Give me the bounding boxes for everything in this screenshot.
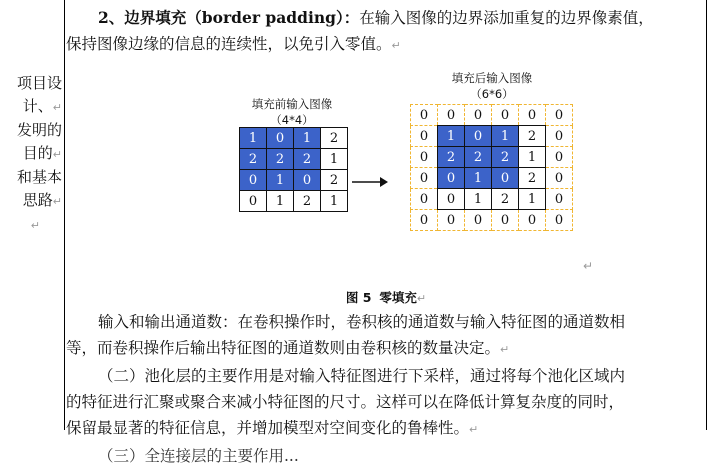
grid-cell: 1	[465, 189, 492, 210]
grid-cell: 2	[294, 149, 321, 170]
grid-cell: 0	[411, 105, 438, 126]
grid-cell: 2	[321, 170, 348, 191]
grid-cell: 2	[519, 126, 546, 147]
grid-cell: 0	[438, 168, 465, 189]
section-paragraph	[66, 5, 706, 59]
right-table-border	[706, 0, 707, 430]
grid-cell: 2	[492, 189, 519, 210]
para-line-cut: （三）全连接层的主要作用...	[98, 447, 299, 465]
left-label-line: 目的	[22, 143, 53, 162]
grid-cell: 0	[438, 210, 465, 231]
left-table-border	[64, 0, 65, 430]
grid-cell: 0	[546, 105, 573, 126]
grid-cell: 0	[240, 170, 267, 191]
arrow-right-icon	[352, 176, 388, 188]
para-line: 保留最显著的特征信息，并增加模型对空间变化的鲁棒性。	[66, 419, 470, 437]
left-label-line: 计、	[22, 96, 53, 115]
grid-cell: 0	[546, 189, 573, 210]
grid-cell: 0	[465, 210, 492, 231]
grid-cell: 0	[519, 210, 546, 231]
grid-cell: 1	[267, 170, 294, 191]
para-line: （二）池化层的主要作用是对输入特征图进行下采样，通过将每个池化区域内	[98, 367, 626, 385]
grid-cell: 2	[267, 149, 294, 170]
left-label-line: 思路	[22, 190, 53, 209]
grid-cell: 0	[411, 168, 438, 189]
section-heading: 2、边界填充（border padding）：	[98, 8, 360, 27]
grid-cell: 0	[492, 168, 519, 189]
paragraph-mark-icon: ↵	[416, 292, 427, 305]
grid-cell: 0	[465, 105, 492, 126]
paragraph-mark-icon: ↵	[391, 39, 401, 52]
grid-cell: 0	[546, 147, 573, 168]
para-line: 的特征进行汇聚或聚合来减小特征图的尺寸。这样可以在降低计算复杂度的同时，	[66, 393, 625, 411]
after-grid-title: 填充后输入图像 （6*6）	[451, 71, 533, 101]
before-grid-title: 填充前输入图像 （4*4）	[251, 97, 333, 127]
para-line: 输入和输出通道数：在卷积操作时，卷积核的通道数与输入特征图的通道数相	[98, 313, 626, 331]
grid-cell: 0	[546, 126, 573, 147]
before-padding-grid	[239, 127, 348, 212]
grid-cell: 1	[294, 128, 321, 149]
grid-cell: 0	[294, 170, 321, 191]
grid-cell: 0	[411, 210, 438, 231]
section-text: 保持图像边缘的信息的连续性，以免引入零值。	[66, 35, 392, 53]
grid-cell: 1	[519, 189, 546, 210]
grid-cell: 0	[519, 105, 546, 126]
grid-cell: 0	[267, 128, 294, 149]
body-paragraphs	[66, 309, 706, 469]
grid-cell: 2	[294, 191, 321, 212]
grid-cell: 1	[267, 191, 294, 212]
para-line: 等，而卷积操作后输出特征图的通道数则由卷积核的数量决定。	[66, 339, 501, 357]
grid-cell: 1	[438, 126, 465, 147]
grid-cell: 1	[321, 191, 348, 212]
grid-cell: 2	[465, 147, 492, 168]
paragraph-mark-icon: ↵	[500, 343, 510, 356]
grid-cell: 2	[492, 147, 519, 168]
left-label-column	[0, 72, 62, 238]
grid-cell: 0	[411, 189, 438, 210]
left-label-line: 项目设	[16, 74, 62, 92]
grid-cell: 0	[492, 210, 519, 231]
left-label-line: 发明的	[16, 121, 62, 139]
paragraph-mark-icon: ↵	[30, 219, 40, 232]
grid-cell: 0	[546, 210, 573, 231]
grid-cell: 1	[321, 149, 348, 170]
grid-cell: 2	[438, 147, 465, 168]
grid-cell: 0	[465, 126, 492, 147]
figure-caption	[66, 288, 706, 306]
caption-text: 零填充	[379, 290, 417, 305]
paragraph-mark-icon: ↵	[469, 423, 479, 436]
grid-cell: 0	[438, 105, 465, 126]
grid-cell: 1	[519, 147, 546, 168]
grid-cell: 0	[411, 126, 438, 147]
paragraph-mark-icon: ↵	[52, 147, 62, 161]
grid-cell: 1	[465, 168, 492, 189]
grid-cell: 1	[492, 126, 519, 147]
grid-cell: 0	[411, 147, 438, 168]
after-padding-grid	[410, 104, 573, 231]
paragraph-mark-icon: ↵	[583, 259, 594, 273]
grid-cell: 1	[240, 128, 267, 149]
grid-cell: 0	[546, 168, 573, 189]
grid-cell: 2	[321, 128, 348, 149]
grid-cell: 0	[240, 191, 267, 212]
caption-number: 图 5	[345, 290, 372, 305]
grid-cell: 2	[519, 168, 546, 189]
left-label-line: 和基本	[16, 168, 62, 186]
paragraph-mark-icon: ↵	[52, 194, 62, 208]
grid-cell: 2	[240, 149, 267, 170]
section-text: 在输入图像的边界添加重复的边界像素值，	[359, 9, 654, 27]
grid-cell: 0	[438, 189, 465, 210]
grid-cell: 0	[492, 105, 519, 126]
paragraph-mark-icon: ↵	[52, 100, 62, 114]
